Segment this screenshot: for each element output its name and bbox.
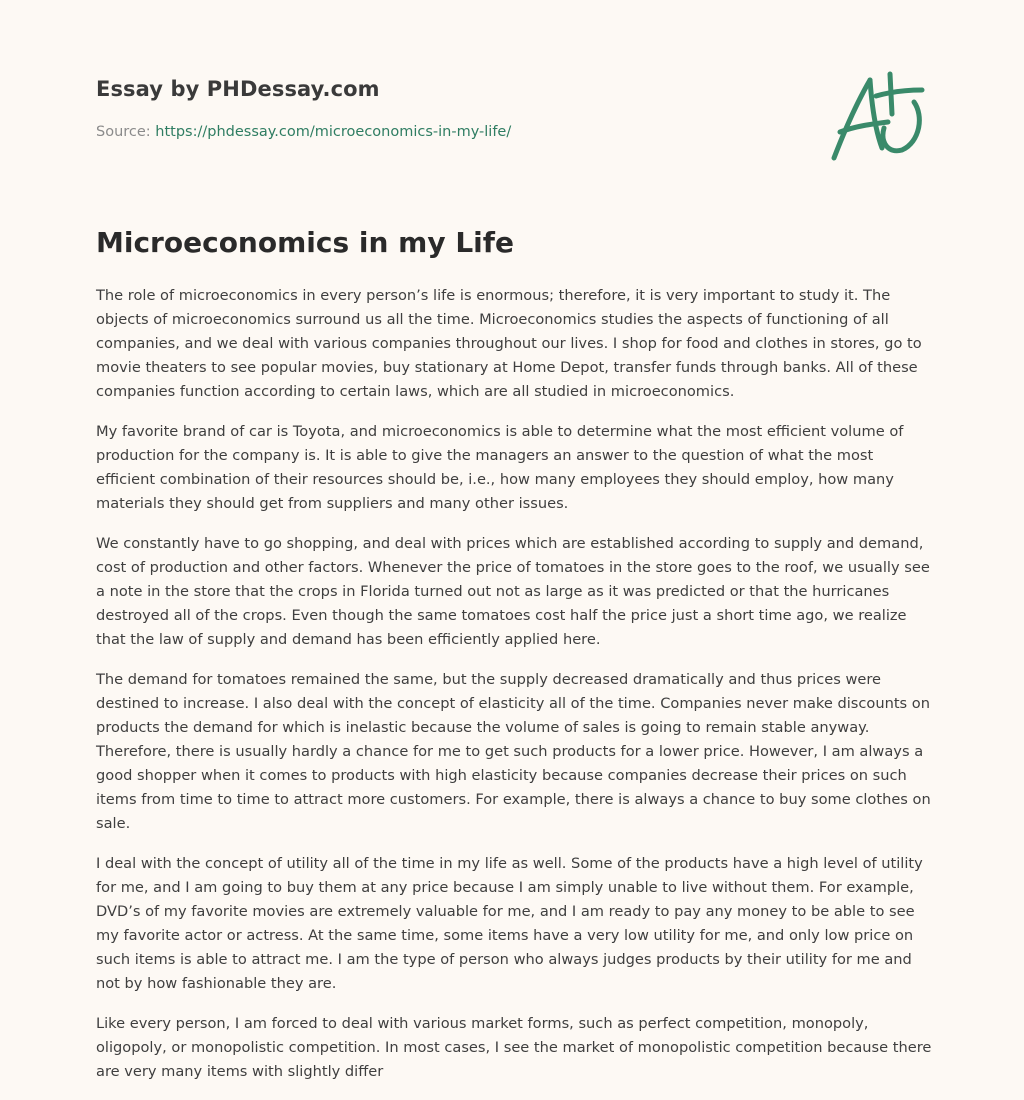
page-header xyxy=(96,0,928,225)
essay-paragraph: I deal with the concept of utility all of the time in my life as well. Some of the products have a high level of utility for me, and I am going to buy them at any price because I am simply unable to live without them. For example, DVD’s of my favorite movies are extremely valuable for me, and I am ready to pay any money to be able to see my favorite actor or actress. At the same time, some items have a very low utility for me, and only low price on such items is able to attract me. I am the type of person who always judges products by their utility for me and not by how fashionable they are. xyxy=(96,855,923,992)
essay-paragraph: We constantly have to go shopping, and deal with prices which are established according to supply and demand, cost of production and other factors. Whenever the price of tomatoes in the store goes to the roof, we usually see a note in the store that the crops in Florida turned out not as large as it was predicted or that the hurricanes destroyed all of the crops. Even though the same tomatoes cost half the price just a short time ago, we realize that the law of supply and demand has been efficiently applied here. xyxy=(96,535,930,648)
essay-paragraph: My favorite brand of car is Toyota, and microeconomics is able to determine what the most efficient volume of production for the company is. It is able to give the managers an answer to the question of what the most efficient combination of their resources should be, i.e., how many employees they should employ, how many materials they should get from suppliers and many other issues. xyxy=(96,423,904,512)
essay-paragraph: The demand for tomatoes remained the same, but the supply decreased dramatically and thus prices were destined to increase. I also deal with the concept of elasticity all of the time. Companies never make discounts on products the demand for which is inelastic because the volume of sales is going to remain stable anyway. Therefore, there is usually hardly a chance for me to get such products for a lower price. However, I am always a good shopper when it comes to products with high elasticity because companies decrease their prices on such items from time to time to attract more customers. For example, there is always a chance to buy some clothes on sale. xyxy=(96,671,931,832)
essay-paragraph: The role of microeconomics in every person’s life is enormous; therefore, it is very important to study it. The objects of microeconomics surround us all the time. Microeconomics studies the aspects of functioning of all companies, and we deal with various companies throughout our lives. I shop for food and clothes in stores, go to movie theaters to see popular movies, buy stationary at Home Depot, transfer funds through banks. All of these companies function according to certain laws, which are all studied in microeconomics. xyxy=(96,287,922,400)
source-link[interactable]: https://phdessay.com/microeconomics-in-my-life/ xyxy=(155,124,512,140)
source-label: Source: xyxy=(96,124,151,140)
essay-paragraph: Like every person, I am forced to deal with various market forms, such as perfect competition, monopoly, oligopoly, or monopolistic competition. In most cases, I see the market of monopolistic competition because there are very many items with slightly differ xyxy=(96,1015,932,1080)
source-line xyxy=(96,124,511,140)
essay-body xyxy=(96,284,932,1100)
a-plus-logo-icon xyxy=(826,68,930,164)
site-title: Essay by PHDessay.com xyxy=(96,77,380,101)
essay-title: Microeconomics in my Life xyxy=(96,226,514,259)
